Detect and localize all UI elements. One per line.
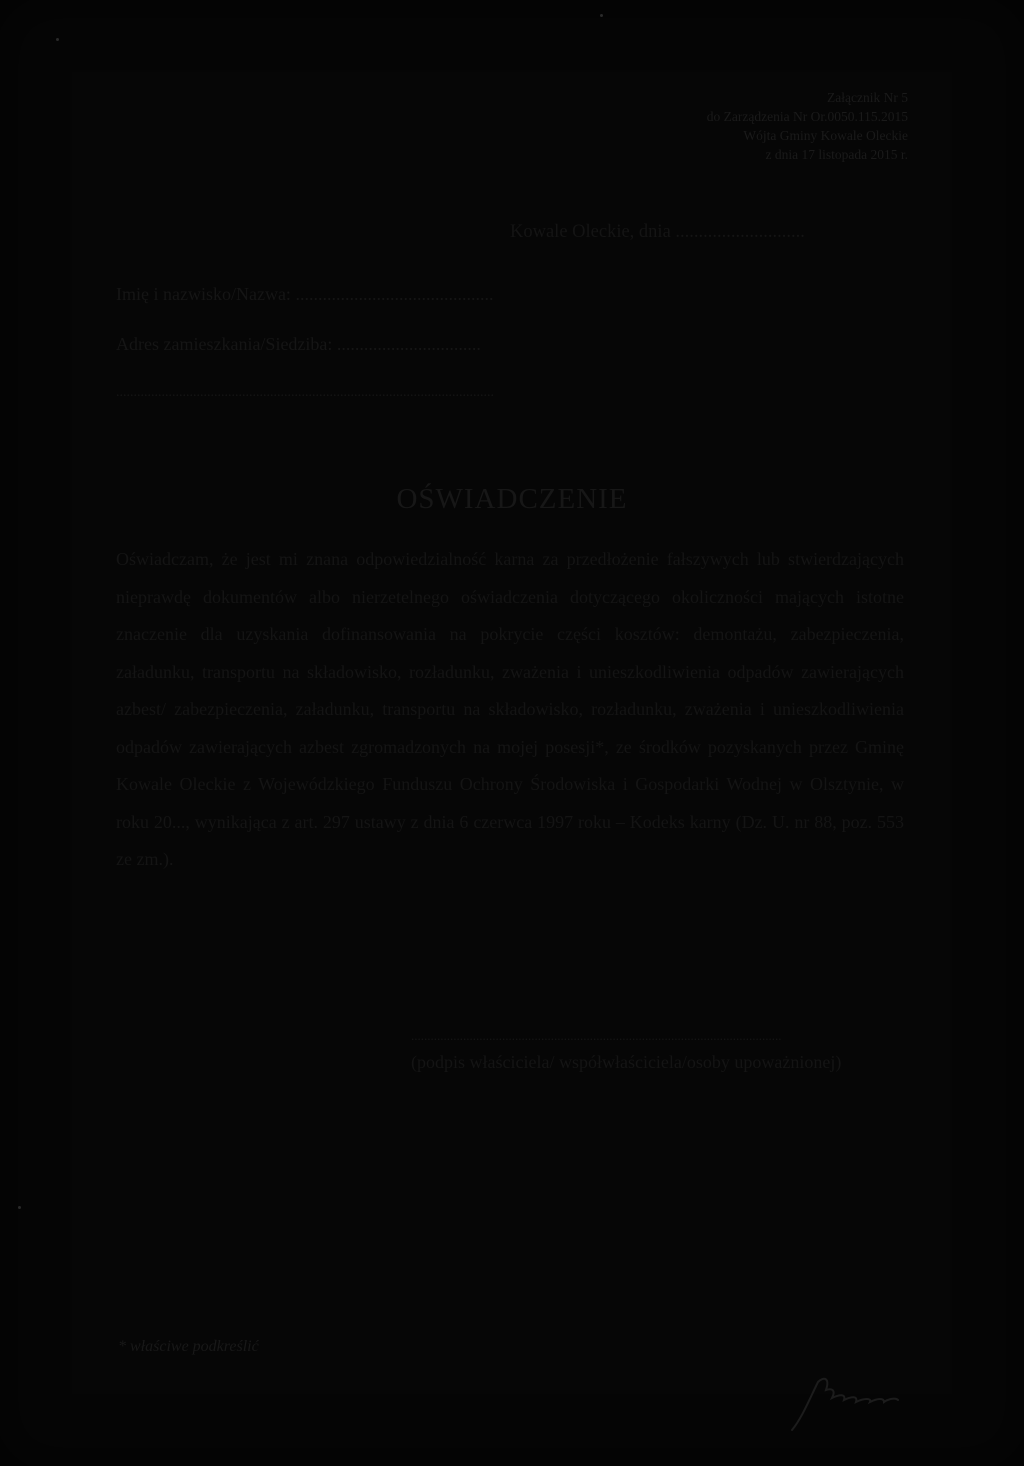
attachment-header [707,88,908,164]
attachment-number: Załącznik Nr 5 [827,90,908,105]
declaration-body: Oświadczam, że jest mi znana odpowiedzialność karna za przedłożenie fałszywych lub stwierdzających nieprawdę dokumentów albo nierzetelnego oświadczenia dotyczącego okoliczności mających istotne znaczenie dla uzyskania dofinansowania na pokrycie części kosztów: demontażu, zabezpieczenia, załadunku, transportu na składowisko, rozładunku, zważenia i unieszkodliwienia odpadów zawierających azbest/ zabezpieczenia, załadunku, transportu na składowisko, rozładunku, zważenia i unieszkodliwienia odpadów zawierających azbest zgromadzonych na mojej posesji*, ze środków pozyskanych przez Gminę Kowale Oleckie z Wojewódzkiego Funduszu Ochrony Środowiska i Gospodarki Wodnej w Olsztynie, w roku 20..., wynikająca z art. 297 ustawy z dnia 6 czerwca 1997 roku – Kodeks karny (Dz. U. nr 88, poz. 553 ze zm.). [116,549,904,869]
scan-speck [600,14,603,17]
signature-dotted-line: .................................................................................................................. [411,1028,782,1043]
document-title: OŚWIADCZENIE [396,483,628,515]
footnote: * właściwe podkreślić [118,1338,259,1355]
address-field: Adres zamieszkania/Siedziba: ................................ [116,334,481,354]
name-field: Imię i nazwisko/Nazwa: ............................................ [116,284,494,304]
attachment-authority: Wójta Gminy Kowale Oleckie [743,128,908,143]
place-date-line: Kowale Oleckie, dnia ............................ [510,222,805,242]
attachment-ordinance: do Zarządzenia Nr Or.0050.115.2015 [706,109,908,124]
attachment-date: z dnia 17 listopada 2015 r. [765,147,908,162]
address-continuation-line: ............................................................................................................ [116,385,494,400]
scan-speck [56,38,59,41]
scan-speck [18,1206,21,1209]
signature-caption: (podpis właściciela/ współwłaściciela/osoby upoważnionej) [411,1052,842,1072]
handwritten-mark [788,1368,918,1438]
